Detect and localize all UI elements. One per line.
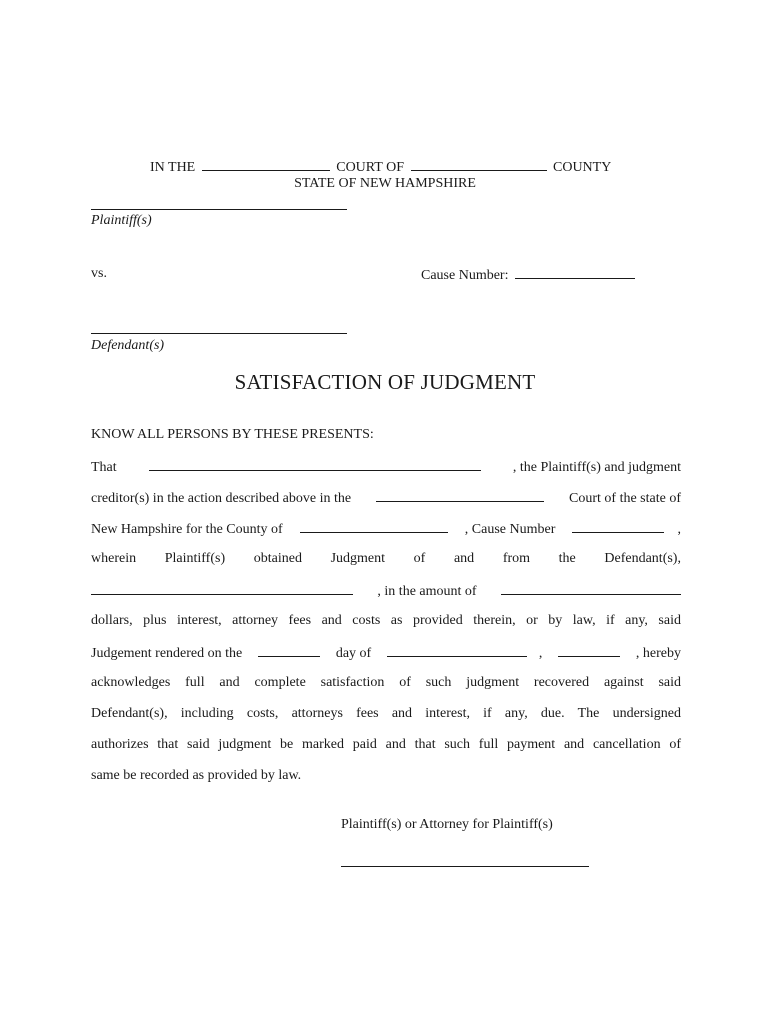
word: Defendant(s), xyxy=(604,551,681,566)
court-state-text: Court of the state of xyxy=(569,491,681,506)
cause-number-label: Cause Number: xyxy=(421,268,509,283)
body-line-9: Defendant(s), including costs, attorneys fees and interest, if any, due. The undersigned xyxy=(91,706,681,721)
cause-number-blank xyxy=(515,266,635,279)
cause-number-text: , Cause Number xyxy=(464,522,556,537)
court-name-blank xyxy=(202,158,330,171)
rendered-text: Judgement rendered on the xyxy=(91,646,243,661)
court-of-text: COURT OF xyxy=(336,160,404,175)
day-of-text: day of xyxy=(335,646,372,661)
word: the xyxy=(558,551,576,566)
hereby-text: , hereby xyxy=(635,646,681,661)
plaintiff-blank xyxy=(149,458,481,471)
county-name-blank xyxy=(411,158,547,171)
word: obtained xyxy=(253,551,302,566)
creditor-text: creditor(s) in the action described above in the xyxy=(91,491,352,506)
amount-blank xyxy=(501,582,681,595)
versus-text: vs. xyxy=(91,266,107,281)
body-line-1 xyxy=(91,458,681,476)
body-line-11: same be recorded as provided by law. xyxy=(91,768,302,783)
body-line-2 xyxy=(91,489,681,507)
defendant-blank xyxy=(91,582,353,595)
that-text: That xyxy=(91,460,117,475)
body-line-4 xyxy=(91,551,681,567)
defendant-name-line xyxy=(91,333,347,334)
body-line-6: dollars, plus interest, attorney fees and costs as provided therein, or by law, if any, said xyxy=(91,613,681,628)
signature-line xyxy=(341,866,589,867)
cause-number-field xyxy=(421,266,635,284)
state-heading: STATE OF NEW HAMPSHIRE xyxy=(294,176,476,191)
body-cause-number-blank xyxy=(572,520,664,533)
year-blank xyxy=(558,644,620,657)
county-of-text: New Hampshire for the County of xyxy=(91,522,283,537)
defendant-label: Defendant(s) xyxy=(91,338,165,353)
amount-text: , in the amount of xyxy=(377,584,477,599)
in-the-text: IN THE xyxy=(150,160,196,175)
document-title: SATISFACTION OF JUDGMENT xyxy=(234,370,536,394)
county-blank xyxy=(300,520,448,533)
court-header-line xyxy=(150,158,611,176)
court-blank xyxy=(376,489,544,502)
comma-text: , xyxy=(677,522,681,537)
word: of xyxy=(413,551,426,566)
month-blank xyxy=(387,644,527,657)
body-line-5 xyxy=(91,582,681,600)
plaintiff-name-line xyxy=(91,209,347,210)
body-line-8: acknowledges full and complete satisfaction of such judgment recovered against said xyxy=(91,675,681,690)
plaintiff-judgment-text: , the Plaintiff(s) and judgment xyxy=(512,460,681,475)
day-blank xyxy=(258,644,320,657)
signature-label: Plaintiff(s) or Attorney for Plaintiff(s) xyxy=(341,817,553,832)
body-line-3 xyxy=(91,520,681,538)
word: wherein xyxy=(91,551,137,566)
word: from xyxy=(502,551,531,566)
word: and xyxy=(453,551,475,566)
county-text: COUNTY xyxy=(553,160,612,175)
word: Plaintiff(s) xyxy=(164,551,226,566)
plaintiff-label: Plaintiff(s) xyxy=(91,213,152,228)
body-line-10: authorizes that said judgment be marked paid and that such full payment and cancellation of xyxy=(91,737,681,752)
body-line-7 xyxy=(91,644,681,662)
intro-text: KNOW ALL PERSONS BY THESE PRESENTS: xyxy=(91,427,374,442)
comma-text: , xyxy=(538,646,543,661)
word: Judgment xyxy=(330,551,386,566)
